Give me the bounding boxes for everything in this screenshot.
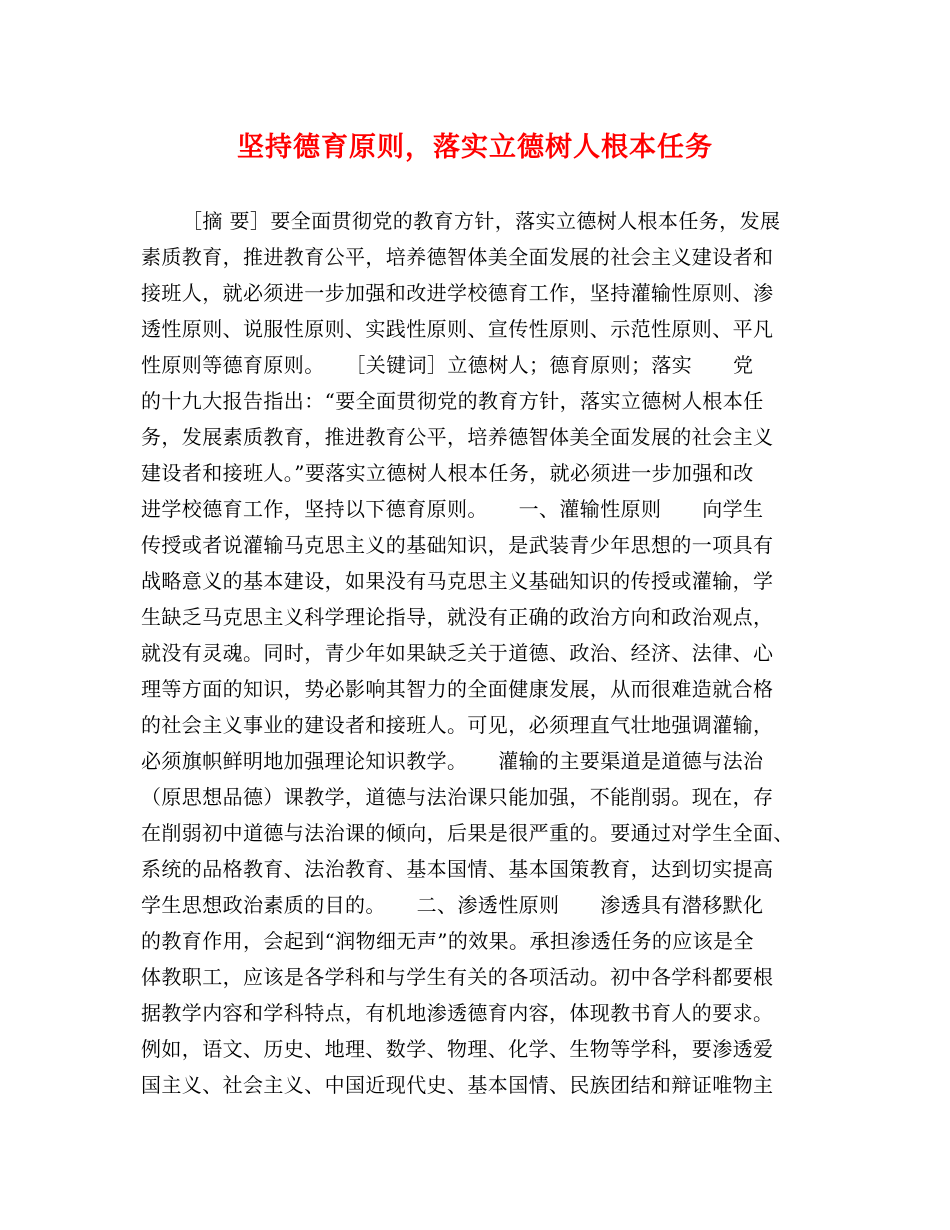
body-line: （原思想品德）课教学，道德与法治课只能加强，不能削弱。现在，存 [141, 785, 774, 809]
body-line: 国主义、社会主义、中国近现代史、基本国情、民族团结和辩证唯物主 [141, 1073, 774, 1097]
body-line: 体教职工，应该是各学科和与学生有关的各项活动。初中各学科都要根 [141, 965, 774, 989]
body-line: 的社会主义事业的建设者和接班人。可见，必须理直气壮地强调灌输， [141, 713, 774, 737]
body-line: 战略意义的基本建设，如果没有马克思主义基础知识的传授或灌输，学 [141, 569, 774, 593]
body-line: 的十九大报告指出：“要全面贯彻党的教育方针，落实立德树人根本任 [141, 389, 764, 413]
body-line: 例如，语文、历史、地理、数学、物理、化学、生物等学科，要渗透爱 [141, 1037, 774, 1061]
body-line: 生缺乏马克思主义科学理论指导，就没有正确的政治方向和政治观点， [141, 605, 774, 629]
document-title: 坚持德育原则，落实立德树人根本任务 [237, 132, 713, 163]
body-line: 学生思想政治素质的目的。 二、渗透性原则 渗透具有潜移默化 [141, 893, 764, 917]
body-line: 系统的品格教育、法治教育、基本国情、基本国策教育，达到切实提高 [141, 857, 774, 881]
body-line: 建设者和接班人。”要落实立德树人根本任务，就必须进一步加强和改 [141, 461, 754, 485]
body-line: 素质教育，推进教育公平，培养德智体美全面发展的社会主义建设者和 [141, 245, 774, 269]
body-line: 传授或者说灌输马克思主义的基础知识，是武装青少年思想的一项具有 [141, 533, 774, 557]
body-line: 在削弱初中道德与法治课的倾向，后果是很严重的。要通过对学生全面、 [141, 821, 794, 845]
body-line: ［摘 要］要全面贯彻党的教育方针，落实立德树人根本任务，发展 [182, 209, 781, 233]
body-line: 透性原则、说服性原则、实践性原则、宣传性原则、示范性原则、平凡 [141, 317, 774, 341]
body-line: 的教育作用，会起到“润物细无声”的效果。承担渗透任务的应该是全 [141, 929, 754, 953]
body-line: 就没有灵魂。同时，青少年如果缺乏关于道德、政治、经济、法律、心 [141, 641, 774, 665]
body-line: 进学校德育工作，坚持以下德育原则。 一、灌输性原则 向学生 [141, 497, 764, 521]
body-line: 接班人，就必须进一步加强和改进学校德育工作，坚持灌输性原则、渗 [141, 281, 774, 305]
body-line: 务，发展素质教育，推进教育公平，培养德智体美全面发展的社会主义 [141, 425, 774, 449]
body-line: 理等方面的知识，势必影响其智力的全面健康发展，从而很难造就合格 [141, 677, 774, 701]
body-line: 必须旗帜鲜明地加强理论知识教学。 灌输的主要渠道是道德与法治 [141, 749, 764, 773]
body-line: 性原则等德育原则。 ［关键词］立德树人；德育原则；落实 党 [141, 353, 754, 377]
body-line: 据教学内容和学科特点，有机地渗透德育内容，体现教书育人的要求。 [141, 1001, 774, 1025]
